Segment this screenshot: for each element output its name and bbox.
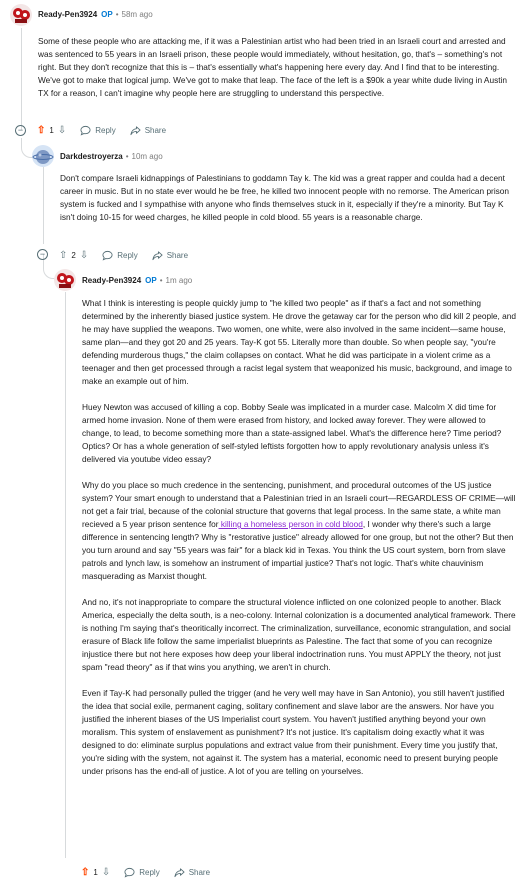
collapse-icon: −: [15, 125, 26, 136]
username[interactable]: Ready-Pen3924: [38, 10, 98, 19]
vote-group: [59, 250, 88, 261]
reply-button[interactable]: [124, 867, 159, 878]
share-label: Share: [144, 125, 167, 135]
comment-paragraph: [82, 479, 516, 583]
avatar[interactable]: [32, 145, 54, 167]
collapse-button[interactable]: [15, 125, 26, 136]
comment-actions: [59, 248, 202, 262]
downvote-arrow-icon[interactable]: ⇩: [101, 866, 111, 878]
timestamp: 1m ago: [165, 276, 193, 285]
reply-label: Reply: [117, 250, 138, 260]
share-arrow-icon: [152, 250, 163, 261]
reply-bubble-icon: [102, 250, 113, 261]
separator-dot: •: [125, 152, 129, 161]
reply-button[interactable]: [80, 125, 115, 136]
share-label: Share: [166, 250, 189, 260]
inline-link[interactable]: killing a homeless person in cold blood: [218, 519, 363, 529]
comment-header: [82, 275, 192, 287]
username[interactable]: Darkdestroyerza: [60, 152, 123, 161]
upvote-arrow-icon[interactable]: ⇧: [81, 866, 90, 878]
vote-group: [81, 867, 110, 878]
share-button[interactable]: [130, 125, 166, 136]
comment-paragraph: What I think is interesting is people quickly jump to "he killed two people" as if that's a fact and not something determined by the inherently biased justice system. He drove the getaway car for the person who did kill 2 people, and he may have supplied the weapons. Two women, one white, were also involved in the same incident—same house, same plan—and they got 20 and 25 years. Tay-K got 55. Literally more than double. So when people say, "you're defending murderous thugs," the claim collapses on contact. What he did was participate in a violent crime as a teenager and then get processed through a racist legal system that weaponized his music, background, and image to make an example out of him.: [82, 298, 516, 386]
comment-paragraph: Even if Tay-K had personally pulled the trigger (and he very well may have in San Antonio), you still haven't justified the idea that social exile, permanent caging, solitary confinement and slave labor are the answers. Nor have you justified the inherent biases of the US Imperialist court system. You haven't justified anything beyond your own moralism. This system of enslavement as punishment? It's not justice. It's capitalism doing exactly what it was designed to do: eliminate surplus populations and extract value from their punishment. Every time you justify that, you're siding with the system, not against it. The system has a material, economic need to present burying people under prisons has the end-all of justice. A lot of you are telling on yourselves.: [82, 688, 505, 776]
collapse-button[interactable]: [37, 249, 48, 260]
timestamp: 10m ago: [131, 152, 163, 161]
paragraph-text: Why do you place so much credence in the sentencing, punishment, and procedural outcomes of the US justice system? Your smart enough to understand that a Palestinian tried in an Israeli court—REGARDLESS OF CRIME—will not get a fair trial, because of the colonial structure that governs that legal process. In the same state, a white man recieved a 5 year prison sentence for: [82, 480, 516, 529]
share-arrow-icon: [130, 125, 141, 136]
paragraph-text: , I wonder why there's such a large difference in sentencing length? Why is "restorative justice" already allowed for one group, but not the other? But then you turn around and say "55 years was fair" for a black kid in Texas. You think the US court system, born from slave patrols and lynch law, is somehow an instrument of impartial justice? That's not logic. That's white chauvinism masquerading as Marxist thought.: [82, 519, 514, 581]
score: 1: [93, 867, 98, 877]
score: 2: [71, 250, 76, 260]
vote-group: [37, 125, 66, 136]
downvote-arrow-icon[interactable]: ⇩: [57, 124, 67, 136]
downvote-arrow-icon[interactable]: ⇩: [79, 249, 89, 261]
comment-paragraph: Don't compare Israeli kidnappings of Palestinians to goddamn Tay k. The kid was a great rapper and coulda had a decent career in music. But in no state ever would he be free, he killed two innocent people with no remorse. The American prison system is fucked and I sympathise with anyone who finds themselves stuck in it, especially if they're a minority. But Tay K isn't doing 10-15 for weed charges, he killed people in cold blood. 55 years is a reasonable charge.: [60, 173, 510, 222]
comment-actions: [37, 123, 180, 137]
comment-header: [38, 9, 153, 21]
reply-button[interactable]: [102, 250, 137, 261]
op-badge: OP: [101, 10, 113, 19]
comment-paragraph: And no, it's not inappropriate to compare the structural violence inflicted on one colonized people to another. Black America, especially the delta south, is a neo-colony. Internal colonization is a documented analytical framework. There is nothing I'm saying that's theoritically incorrect. The criminalization, surveillance, economic strangulation, and social erasure of Black life follow the same imperialist blueprints as Palestine. The fact that some of you can recognize injustice there but not here exposes how deep your liberal indoctrination runs. You must APPLY the theory, not just spam "read theory" as if that wins you anything, we aren't in church.: [82, 597, 516, 672]
comment-paragraph: Huey Newton was accused of killing a cop. Bobby Seale was implicated in a murder case. Malcolm X did time for armed home invasion. None of them were erased from history, and locked away forever. They were allowed to change, to lead, to become something more than a state-assigned label. What's the difference here? Time period? Optics? Or has a whole generation of self-styled leftists forgotten how to apply revolutionary analysis unless it's delivered via youtube video essay?: [82, 402, 502, 464]
thread-line-3[interactable]: [65, 292, 66, 858]
avatar[interactable]: [10, 4, 32, 26]
comment-actions: [81, 865, 224, 879]
share-button[interactable]: [152, 250, 188, 261]
share-label: Share: [188, 867, 211, 877]
share-button[interactable]: [174, 867, 210, 878]
comment-header: [60, 151, 163, 163]
reply-bubble-icon: [124, 867, 135, 878]
separator-dot: •: [115, 10, 119, 19]
reply-label: Reply: [95, 125, 116, 135]
avatar-pixel-icon: [10, 4, 32, 26]
comment-paragraph: Some of these people who are attacking me, if it was a Palestinian artist who had been tried in an Israeli court and arrested and was sentenced to 55 years in an Israeli prison, these people would immediately, without hesitation, go, that's – something's not right. But they don't recognize that this is – that's essentially what's happening here every day. And I find that to be interesting. We've got to make that logical jump. We've got to make that leap. The face of the left is a $90k a year white dude living in Austin TX for a reason, I can't imagine why people here are struggling to understand this perspective.: [38, 36, 507, 98]
op-badge: OP: [145, 276, 157, 285]
reply-label: Reply: [139, 867, 160, 877]
upvote-arrow-icon[interactable]: ⇧: [37, 124, 46, 136]
thread-line-1[interactable]: [21, 28, 22, 130]
comment-body: [82, 297, 516, 778]
separator-dot: •: [159, 276, 163, 285]
reply-bubble-icon: [80, 125, 91, 136]
share-arrow-icon: [174, 867, 185, 878]
comment-body: [60, 172, 516, 224]
thread-line-2[interactable]: [43, 166, 44, 244]
comment-body: [38, 35, 516, 100]
score: 1: [49, 125, 54, 135]
avatar[interactable]: [54, 269, 76, 291]
avatar-pixel-icon: [54, 269, 76, 291]
timestamp: 58m ago: [121, 10, 153, 19]
upvote-arrow-icon[interactable]: ⇧: [59, 249, 68, 261]
username[interactable]: Ready-Pen3924: [82, 276, 142, 285]
thread-line-1b: [21, 138, 22, 140]
avatar-planet-icon: [32, 145, 54, 167]
collapse-icon: −: [37, 249, 48, 260]
